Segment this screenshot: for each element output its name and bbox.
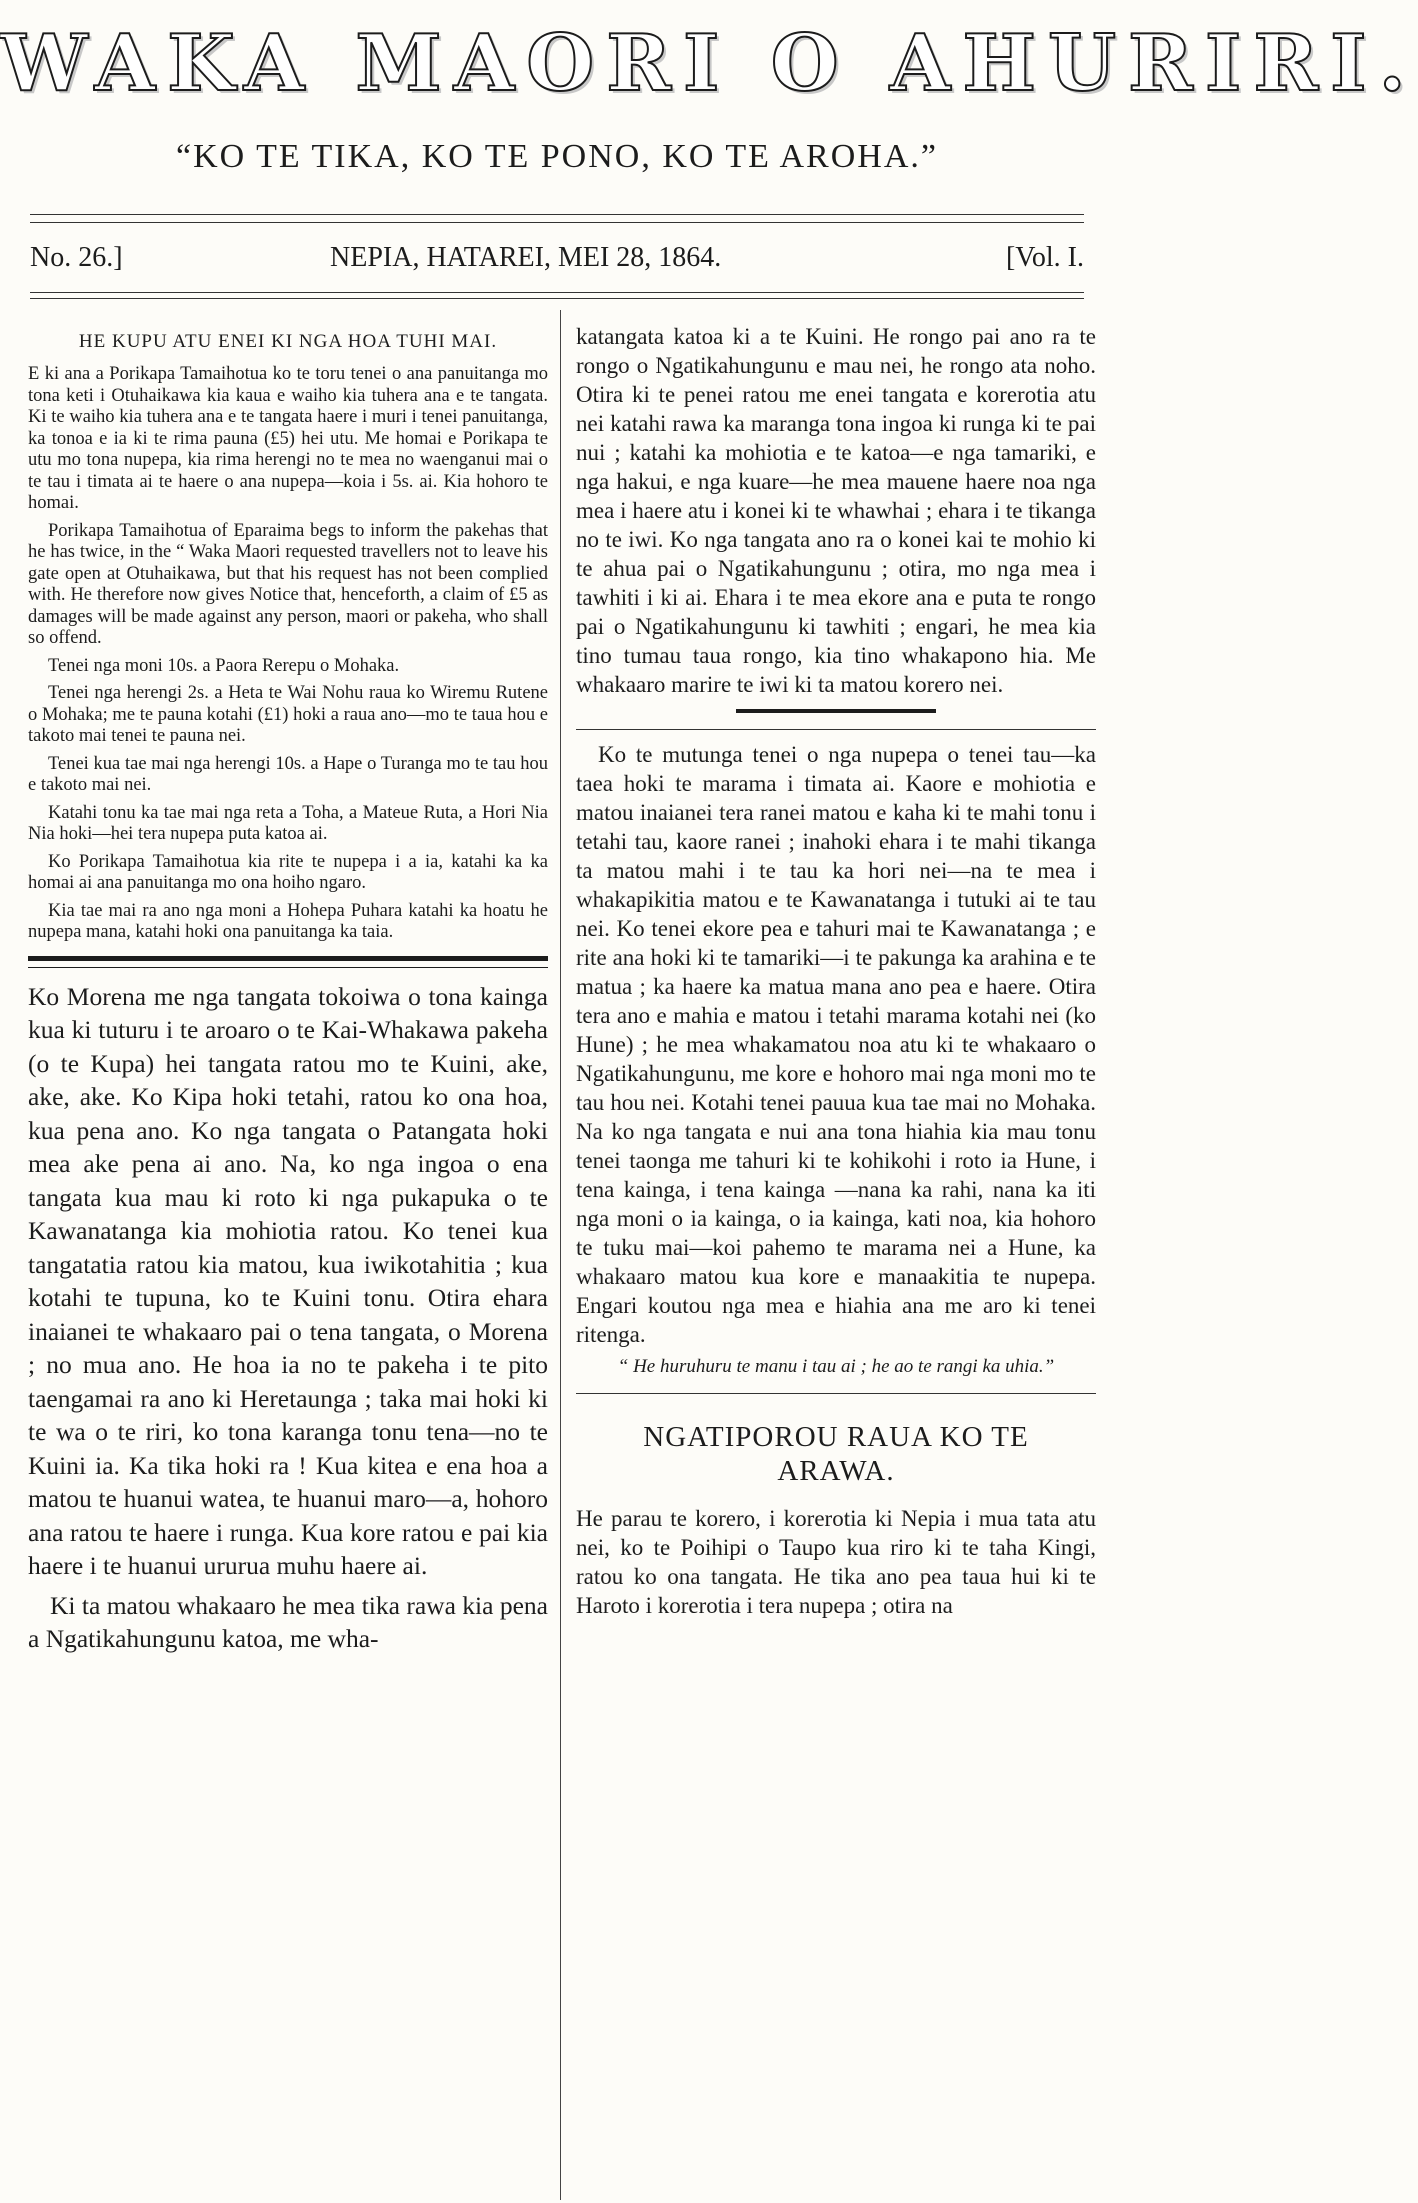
left-column bbox=[28, 322, 548, 1662]
editorial-paragraph: Ko te mutunga tenei o nga nupepa o tenei tau—ka taea hoki te marama i timata ai. Kaore e mohiotia e matou inaianei tera ranei matou e kaha ki te mahi tonu i tetahi tau, kaore ranei ; inahoki ehara i te mahi tikanga ta matou mahi i te tau ka hori nei—na te mea i whakapikitia matou e te Kawanatanga i tutuki ai te tau nei. Ko tenei ekore pea e tahuri mai te Kawanatanga ; e rite ana hoki ki te tamariki—i te pakunga ka arahina e te matua ; ka haere ka matua mana ano pea e haere. Otira tera ano e mahia e matou i tetahi marama kotahi nei (ko Hune) ; he mea whakamatou noa atu ki te whakaaro o Ngatikahungunu, me kore e hohoro mai nga moni mo te tau hou nei. Kotahi tenei pauua kua tae mai no Mohaka. Na ko nga tangata e nui ana tona hiahia kia mau tonu tenei taonga me tahuri ki te kohikohi i roto ia Hune, i tena kainga, i tena kainga —nana ka rahi, nana ka iti nga moni o ia kainga, o ia kainga, kati noa, kia hohoro te tuku mai—koi pahemo te marama nei a Hune, ka whakaaro matou kua kore e manaakitia te nupepa. Engari koutou nga mea e hiahia ana me aro ki tenei ritenga. bbox=[576, 742, 1096, 1347]
masthead-rule bbox=[30, 214, 1084, 223]
notice-paragraph: Tenei nga moni 10s. a Paora Rerepu o Mohaka. bbox=[48, 655, 400, 676]
article-paragraph: Ki ta matou whakaaro he mea tika rawa kia pena a Ngatikahungunu katoa, me wha- bbox=[28, 1590, 548, 1653]
notice-paragraph: Tenei kua tae mai nga herengi 10s. a Hape o Turanga mo te tau hou e takoto mai nei. bbox=[28, 753, 548, 795]
dateline-rule-2 bbox=[30, 298, 1084, 299]
right-column bbox=[576, 322, 1096, 1626]
proverb-quote: “ He huruhuru te manu i tau ai ; he ao te rangi ka uhia.” bbox=[617, 1356, 1055, 1377]
notice-paragraph: E ki ana a Porikapa Tamaihotua ko te toru tenei o ana panuitanga mo tona keti i Otuhaikawa kia kaua e waiho kia tuhera ana e te tangata. Ki te waiho kia tuhera ana e te tangata haere i muri i tenei panuitanga, ka tonoa e ia ki te rima pauna (£5) hei utu. Me homai e Porikapa te utu mo tona nupepa, kia rima herengi no te mea no waenganui mai o te tau i timata ai te haere o ana nupepa—koia i 5s. ai. Kia hohoro te homai. bbox=[28, 364, 548, 513]
motto: “KO TE TIKA, KO TE PONO, KO TE AROHA.” bbox=[176, 138, 938, 175]
notices-heading: HE KUPU ATU ENEI KI NGA HOA TUHI MAI. bbox=[78, 331, 498, 352]
notice-paragraph: Katahi tonu ka tae mai nga reta a Toha, a Mateue Ruta, a Hori Nia Nia hoki—hei tera nupepa puta katoa ai. bbox=[28, 802, 548, 844]
column-divider bbox=[560, 310, 561, 2200]
masthead bbox=[0, 0, 1418, 200]
section-rule-thin bbox=[576, 1393, 1096, 1394]
section-rule bbox=[28, 956, 548, 968]
notice-paragraph: Porikapa Tamaihotua of Eparaima begs to inform the pakehas that he has twice, in the “ Waka Maori requested travellers not to leave his gate open at Otuhaikawa, but that his request has not been complied with. He therefore now gives Notice that, henceforth, a claim of £5 as damages will be made against any person, maori or pakeha, who shall so offend. bbox=[28, 520, 548, 648]
dateline-rule bbox=[30, 292, 1084, 293]
section-heading: NGATIPOROU RAUA KO TE ARAWA. bbox=[643, 1421, 1029, 1487]
notice-paragraph: Tenei nga herengi 2s. a Heta te Wai Nohu raua ko Wiremu Rutene o Mohaka; me te pauna kotahi (£1) hoki a raua ano—mo te taua hou e takoto mai tenei te pauna nei. bbox=[28, 683, 548, 746]
notice-paragraph: Ko Porikapa Tamaihotua kia rite te nupepa i a ia, katahi ka ka homai ai ana panuitanga mo ona hoiho ngaro. bbox=[28, 851, 548, 893]
issue-number: No. 26.] bbox=[30, 242, 123, 273]
newspaper-title: WAKA MAORI O AHURIRI. bbox=[0, 18, 1418, 109]
place-date: NEPIA, HATAREI, MEI 28, 1864. bbox=[330, 242, 722, 273]
section-paragraph: He parau te korero, i korerotia ki Nepia i mua tata atu nei, ko te Poihipi o Taupo kua riro ki te taha Kingi, ratou ko ona tangata. He tika ano pea taua hui ki te Haroto i korerotia i tera nupepa ; otira na bbox=[576, 1506, 1096, 1618]
short-rule bbox=[736, 709, 936, 713]
article-paragraph: Ko Morena me nga tangata tokoiwa o tona kainga kua ki tuturu i te aroaro o te Kai-Whakawa pakeha (o te Kupa) hei tangata ratou mo te Kuini, ake, ake, ake. Ko Kipa hoki tetahi, ratou ko ona hoa, kua pena ano. Ko nga tangata o Patangata hoki mea ake pena ai ano. Na, ko nga ingoa o ena tangata kua mau ki roto ki nga pukapuka o te Kawanatanga kia mohiotia ratou. Ko tenei kua tangatatia ratou kia matou, kua iwikotahitia ; kua kotahi te tupuna, ko te Kuini tonu. Otira ehara inaianei te whakaaro pai o tena tangata, o Morena ; no mua ano. He hoa ia no te pakeha i te pito taengamai ra ano ki Heretaunga ; taka mai hoki ki te wa o te riri, ko tona karanga tonu tena—no te Kuini ia. Ka tika hoki ra ! Kua kitea e ena hoa a matou te huanui watea, te huanui maro—a, hohoro ana ratou te haere i runga. Kua kore ratou e pai kia haere i te huanui ururua muhu haere ai. bbox=[28, 981, 548, 1580]
notice-paragraph: Kia tae mai ra ano nga moni a Hohepa Puhara katahi ka hoatu he nupepa mana, katahi hoki ona panuitanga ka taia. bbox=[28, 900, 548, 942]
volume-number: [Vol. I. bbox=[1005, 242, 1084, 273]
article-continuation: katangata katoa ki a te Kuini. He rongo pai ano ra te rongo o Ngatikahungunu e mau nei, he rongo ata noho. Otira ki te penei ratou me enei tangata e korerotia atu nei katahi rawa ka maranga tona ingoa ki runga ki te pai nui ; katahi ka mohiotia e te katoa—e nga tamariki, e nga hakui, e nga kuare—he mea mauene haere noa nga mea i haere atu i konei ki te whawhai ; ehara i te tikanga no te iwi. Ko nga tangata ano ra o konei kai te mohio ki te ahua pai o Ngatikahungunu ; otira, mo nga mea i tawhiti i ki ai. Ehara i te mea ekore ana e puta te rongo pai o Ngatikahungunu ki tawhiti ; engari, he mea kia tino tumau taua rongo, kia tino whakapono hia. Me whakaaro marire te iwi ki ta matou korero nei. bbox=[576, 324, 1096, 697]
dateline bbox=[30, 242, 1084, 286]
editorial-rule bbox=[576, 729, 1096, 730]
